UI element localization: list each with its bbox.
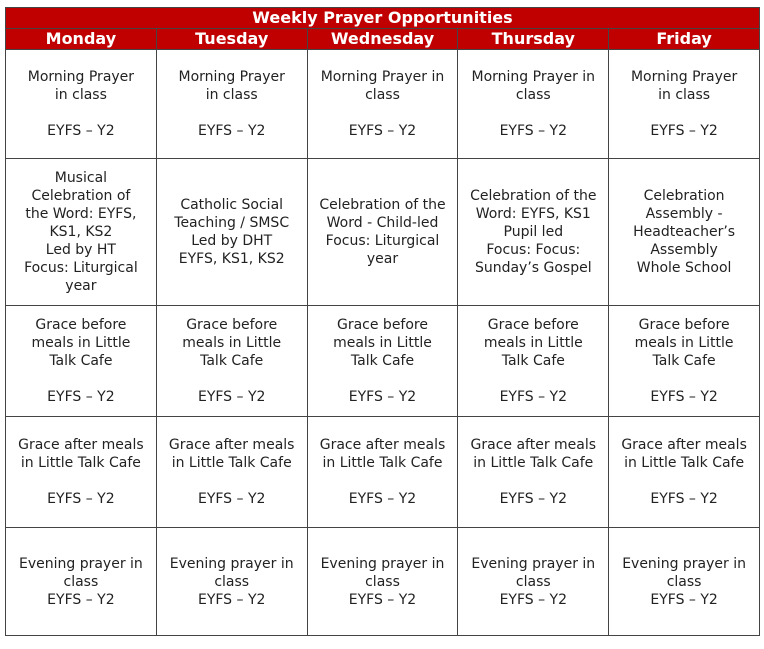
cell-text-line: Talk Cafe [200, 353, 264, 369]
cell-spacer [609, 472, 759, 490]
cell-text-line: meals in Little [483, 335, 583, 351]
cell-text-line: Grace after meals [319, 437, 446, 453]
table-cell [609, 417, 760, 528]
cell-text-line: EYFS – Y2 [650, 591, 718, 608]
cell-text-line: in Little Talk Cafe [624, 455, 745, 471]
cell-text-line: Focus: Focus: [486, 242, 581, 258]
cell-spacer [157, 104, 307, 122]
cell-text-line: Focus: Liturgical [325, 233, 440, 249]
cell-text-line: Focus: Liturgical [24, 260, 138, 276]
cell-text-line: Evening prayer in [471, 555, 596, 572]
cell-spacer [6, 472, 156, 490]
table-row [6, 417, 760, 528]
cell-text-line: Grace after meals [621, 437, 747, 453]
cell-year-group: EYFS – Y2 [47, 491, 115, 507]
cell-text-line: Grace before [336, 317, 428, 333]
cell-text-line: Assembly - [645, 206, 723, 222]
table-cell [307, 50, 458, 159]
cell-spacer [157, 370, 307, 388]
table-body [6, 50, 760, 636]
cell-text-line: Pupil led [503, 224, 564, 240]
table-cell [156, 528, 307, 636]
cell-text-line: KS1, KS2 [49, 224, 113, 240]
cell-text-line: Celebration of the [319, 197, 446, 213]
cell-text-line: Teaching / SMSC [174, 215, 290, 231]
cell-text-line: class [515, 573, 551, 590]
cell-text-line: meals in Little [31, 335, 131, 351]
cell-spacer [458, 472, 608, 490]
table-title: Weekly Prayer Opportunities [6, 8, 760, 29]
cell-text-line: Celebration of the [470, 188, 597, 204]
table-row [6, 50, 760, 159]
cell-text-line: in Little Talk Cafe [322, 455, 443, 471]
cell-text-line: Grace after meals [470, 437, 597, 453]
cell-text-line: meals in Little [634, 335, 734, 351]
cell-text-line: Talk Cafe [350, 353, 415, 369]
cell-year-group: EYFS – Y2 [650, 123, 718, 139]
table-row [6, 159, 760, 306]
cell-text-line: class [63, 573, 99, 590]
cell-text-line: Led by DHT [191, 233, 273, 249]
table-cell [458, 159, 609, 306]
day-header-monday: Monday [6, 29, 157, 50]
cell-text-line: Celebration of [31, 188, 131, 204]
table-cell [6, 159, 157, 306]
cell-text-line: EYFS – Y2 [47, 591, 115, 608]
table-cell [156, 417, 307, 528]
cell-year-group: EYFS – Y2 [197, 491, 266, 507]
cell-spacer [609, 370, 759, 388]
cell-text-line: EYFS, KS1, KS2 [178, 251, 285, 267]
table-cell [156, 50, 307, 159]
table-cell [307, 159, 458, 306]
cell-text-line: Led by HT [45, 242, 116, 258]
cell-text-line: Evening prayer in [622, 555, 746, 572]
cell-text-line: EYFS – Y2 [197, 591, 266, 608]
cell-text-line: EYFS – Y2 [348, 591, 417, 608]
cell-spacer [609, 104, 759, 122]
cell-year-group: EYFS – Y2 [499, 389, 568, 405]
cell-spacer [157, 472, 307, 490]
table-cell [6, 417, 157, 528]
cell-text-line: Morning Prayer in [320, 69, 445, 85]
cell-text-line: Grace before [487, 317, 579, 333]
cell-text-line: Talk Cafe [501, 353, 565, 369]
cell-text-line: Catholic Social [180, 197, 284, 213]
cell-text-line: Talk Cafe [652, 353, 716, 369]
day-header-tuesday: Tuesday [156, 29, 307, 50]
cell-text-line: Musical [54, 170, 108, 186]
cell-text-line: in Little Talk Cafe [20, 455, 141, 471]
table-cell [307, 417, 458, 528]
table-cell [458, 417, 609, 528]
table-cell [307, 528, 458, 636]
cell-text-line: Evening prayer in [169, 555, 294, 572]
table-cell [609, 50, 760, 159]
table-cell [6, 50, 157, 159]
cell-spacer [6, 370, 156, 388]
cell-text-line: year [65, 278, 97, 294]
table-cell [609, 159, 760, 306]
cell-text-line: in Little Talk Cafe [171, 455, 292, 471]
cell-text-line: year [366, 251, 399, 267]
cell-text-line: Morning Prayer in [471, 69, 596, 85]
table-cell [458, 306, 609, 417]
cell-text-line: Evening prayer in [320, 555, 445, 572]
cell-year-group: EYFS – Y2 [650, 389, 718, 405]
cell-text-line: meals in Little [333, 335, 432, 351]
cell-year-group: EYFS – Y2 [197, 389, 266, 405]
cell-text-line: Assembly [650, 242, 718, 258]
cell-year-group: EYFS – Y2 [499, 123, 568, 139]
cell-text-line: in class [54, 87, 107, 103]
cell-spacer [308, 104, 458, 122]
cell-year-group: EYFS – Y2 [348, 123, 417, 139]
cell-text-line: Word: EYFS, KS1 [475, 206, 591, 222]
weekly-prayer-table [5, 7, 760, 636]
cell-text-line: in class [658, 87, 711, 103]
cell-text-line: meals in Little [182, 335, 282, 351]
cell-text-line: Word - Child-led [326, 215, 439, 231]
cell-year-group: EYFS – Y2 [47, 389, 115, 405]
cell-year-group: EYFS – Y2 [47, 123, 115, 139]
cell-text-line: Morning Prayer [27, 69, 135, 85]
cell-spacer [308, 370, 458, 388]
cell-text-line: Morning Prayer [630, 69, 738, 85]
cell-text-line: Grace after meals [168, 437, 295, 453]
cell-text-line: class [214, 573, 250, 590]
cell-text-line: Grace before [186, 317, 278, 333]
cell-text-line: Grace before [35, 317, 127, 333]
cell-text-line: Celebration [643, 188, 725, 204]
cell-text-line: Morning Prayer [178, 69, 285, 85]
cell-spacer [308, 472, 458, 490]
table-cell [609, 528, 760, 636]
cell-year-group: EYFS – Y2 [197, 123, 266, 139]
cell-text-line: class [515, 87, 551, 103]
cell-spacer [6, 104, 156, 122]
cell-text-line: class [365, 87, 400, 103]
table-cell [6, 306, 157, 417]
cell-year-group: EYFS – Y2 [499, 491, 568, 507]
cell-text-line: Whole School [636, 260, 732, 276]
table-cell [156, 159, 307, 306]
cell-text-line: Talk Cafe [49, 353, 113, 369]
cell-year-group: EYFS – Y2 [650, 491, 718, 507]
cell-text-line: Sunday’s Gospel [474, 260, 592, 276]
cell-text-line: class [365, 573, 400, 590]
cell-spacer [458, 370, 608, 388]
table-cell [156, 306, 307, 417]
table-row [6, 306, 760, 417]
cell-text-line: EYFS – Y2 [499, 591, 568, 608]
table-cell [609, 306, 760, 417]
cell-text-line: Grace before [638, 317, 730, 333]
cell-text-line: Evening prayer in [18, 555, 143, 572]
cell-year-group: EYFS – Y2 [348, 491, 417, 507]
cell-text-line: the Word: EYFS, [25, 206, 137, 222]
cell-text-line: in Little Talk Cafe [473, 455, 594, 471]
cell-year-group: EYFS – Y2 [348, 389, 417, 405]
cell-text-line: in class [205, 87, 258, 103]
day-header-friday: Friday [609, 29, 760, 50]
table-cell [458, 50, 609, 159]
cell-text-line: Headteacher’s [633, 224, 736, 240]
cell-text-line: Grace after meals [18, 437, 144, 453]
cell-spacer [458, 104, 608, 122]
day-header-wednesday: Wednesday [307, 29, 458, 50]
day-header-thursday: Thursday [458, 29, 609, 50]
table-row [6, 528, 760, 636]
table-cell [458, 528, 609, 636]
table-cell [307, 306, 458, 417]
table-cell [6, 528, 157, 636]
cell-text-line: class [666, 573, 702, 590]
